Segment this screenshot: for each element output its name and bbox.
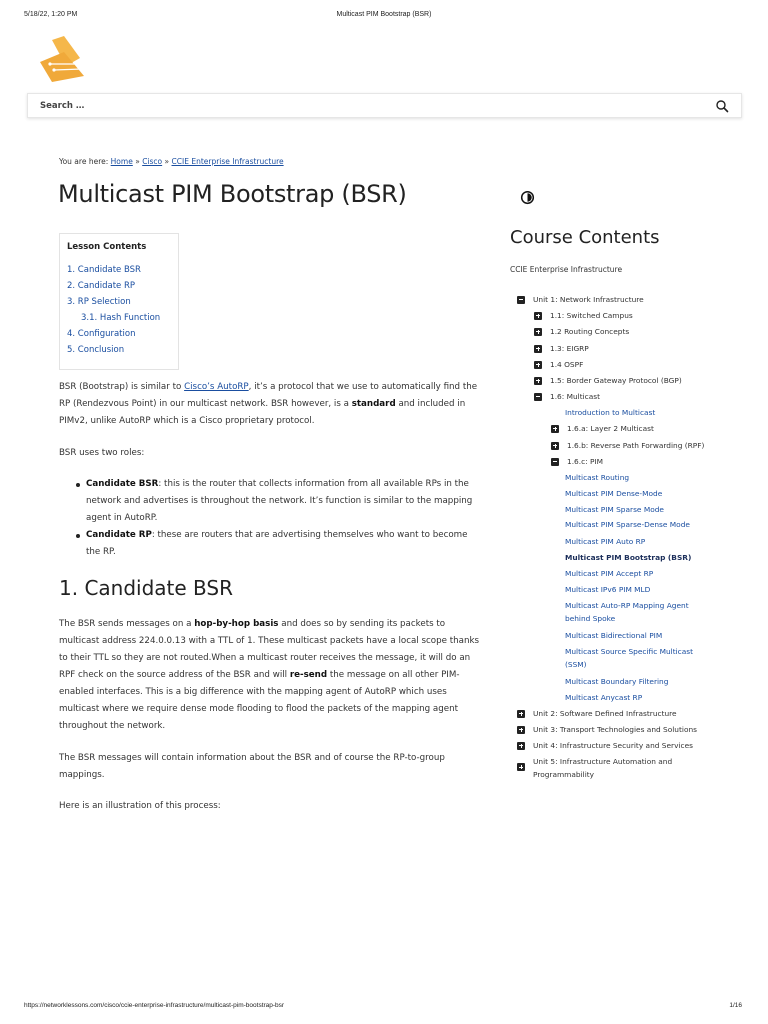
breadcrumb-separator: » — [164, 157, 170, 166]
tree-item-1-6[interactable] — [534, 390, 744, 403]
expand-icon[interactable] — [534, 312, 542, 320]
tree-label: 1.2 Routing Concepts — [550, 327, 630, 336]
tree-label: Unit 5: Infrastructure Automation and Programmability — [533, 757, 673, 779]
print-date: 5/18/22, 1:20 PM — [24, 11, 78, 18]
unit-1[interactable] — [517, 293, 747, 306]
bsr-messages-paragraph: The BSR messages will contain information about the BSR and of course the RP-to-group mappings. — [59, 753, 445, 780]
lesson-link[interactable]: Multicast Bidirectional PIM — [565, 631, 663, 640]
lesson-link[interactable]: Multicast Auto-RP Mapping Agent behind Spoke — [565, 601, 689, 623]
lesson-link[interactable]: Multicast PIM Accept RP — [565, 569, 654, 578]
lesson-link[interactable]: Multicast Anycast RP — [565, 693, 643, 702]
tree-label: 1.6: Multicast — [550, 392, 600, 401]
lesson-link[interactable]: Multicast PIM Dense-Mode — [565, 489, 663, 498]
course-subtitle[interactable]: CCIE Enterprise Infrastructure — [510, 265, 623, 274]
print-page-number: 1/16 — [729, 1002, 742, 1009]
breadcrumb-cisco[interactable]: Cisco — [142, 157, 163, 166]
text: : these are routers that are advertising themselves who want to become the RP. — [86, 530, 468, 557]
tree-label: 1.4 OSPF — [550, 360, 584, 369]
tree-item-1-3[interactable] — [534, 342, 744, 355]
lesson-link-active[interactable]: Multicast PIM Bootstrap (BSR) — [565, 553, 692, 562]
unit-4[interactable] — [517, 739, 747, 752]
list-item — [59, 527, 484, 561]
tree-label: 1.3: EIGRP — [550, 344, 589, 353]
illustration-paragraph: Here is an illustration of this process: — [59, 801, 221, 811]
breadcrumb — [59, 157, 284, 166]
text: and included in PIMv2, unlike AutoRP which is a Cisco proprietary protocol. — [59, 399, 466, 426]
tree-label: Unit 2: Software Defined Infrastructure — [533, 709, 677, 718]
bold-text: re-send — [289, 670, 328, 680]
expand-icon[interactable] — [534, 361, 542, 369]
expand-icon[interactable] — [517, 726, 525, 734]
unit-2[interactable] — [517, 707, 747, 720]
tree-label: Unit 4: Infrastructure Security and Services — [533, 741, 693, 750]
collapse-icon[interactable] — [517, 296, 525, 304]
expand-icon[interactable] — [534, 377, 542, 385]
lesson-link[interactable]: Multicast PIM Sparse Mode — [565, 505, 664, 514]
expand-icon[interactable] — [551, 442, 559, 450]
tree-label: 1.6.b: Reverse Path Forwarding (RPF) — [567, 441, 705, 450]
collapse-icon[interactable] — [551, 458, 559, 466]
collapse-icon[interactable] — [534, 393, 542, 401]
toc-item[interactable]: 3.1. Hash Function — [81, 313, 161, 323]
intro-paragraph — [59, 379, 484, 430]
lesson-link[interactable]: Multicast PIM Auto RP — [565, 537, 646, 546]
toc-item[interactable]: 4. Configuration — [67, 329, 136, 339]
toc-title: Lesson Contents — [67, 242, 147, 252]
toc-item[interactable]: 1. Candidate BSR — [67, 265, 141, 275]
list-item — [59, 476, 484, 527]
autorp-link[interactable]: Cisco’s AutoRP — [184, 382, 249, 392]
contrast-toggle-icon[interactable] — [520, 190, 535, 205]
bold-text: Candidate BSR — [86, 479, 159, 489]
lesson-link[interactable]: Multicast Source Specific Multicast (SSM) — [565, 647, 694, 669]
text: The BSR sends messages on a — [59, 619, 195, 629]
tree-item-1-2[interactable] — [534, 325, 744, 338]
tree-label: 1.6.a: Layer 2 Multicast — [567, 424, 654, 433]
expand-icon[interactable] — [517, 710, 525, 718]
breadcrumb-home[interactable]: Home — [110, 157, 133, 166]
text: the message on all other PIM-enabled interfaces. This is a big difference with the mapping agent of AutoRP which uses multicast where we require dense mode flooding to flood the packets of the mapping agent throughout the network. — [59, 670, 460, 731]
text: BSR (Bootstrap) is similar to — [59, 382, 185, 392]
toc-item[interactable]: 3. RP Selection — [67, 297, 131, 307]
toc-item[interactable]: 5. Conclusion — [67, 345, 125, 355]
text: : this is the router that collects information from all available RPs in the network and advertises is throughout the network. It’s function is similar to the mapping agent in AutoRP. — [86, 479, 473, 523]
expand-icon[interactable] — [551, 425, 559, 433]
tree-item-1-1[interactable] — [534, 309, 744, 322]
search-bar — [27, 93, 742, 118]
bold-text: Candidate RP — [86, 530, 152, 540]
lesson-contents — [59, 233, 179, 370]
course-contents-title: Course Contents — [510, 227, 660, 248]
print-title: Multicast PIM Bootstrap (BSR) — [336, 11, 432, 18]
expand-icon[interactable] — [517, 763, 525, 771]
bold-text: hop-by-hop basis — [194, 619, 279, 629]
tree-label: Unit 3: Transport Technologies and Solutions — [533, 725, 697, 734]
tree-label: Unit 1: Network Infrastructure — [533, 295, 644, 304]
site-logo[interactable] — [38, 34, 88, 84]
lesson-link[interactable]: Multicast PIM Sparse-Dense Mode — [565, 520, 690, 529]
tree-item-1-6-b[interactable] — [551, 439, 751, 452]
lesson-link[interactable]: Introduction to Multicast — [565, 408, 656, 417]
tree-item-1-6-a[interactable] — [551, 422, 751, 435]
unit-3[interactable] — [517, 723, 747, 736]
page-title: Multicast PIM Bootstrap (BSR) — [58, 180, 407, 208]
breadcrumb-ccie[interactable]: CCIE Enterprise Infrastructure — [171, 157, 284, 166]
tree-item-1-6-c[interactable] — [551, 455, 751, 468]
search-icon[interactable] — [715, 99, 729, 113]
bold-text: standard — [351, 399, 396, 409]
expand-icon[interactable] — [534, 328, 542, 336]
text: , it’s a protocol that we use to automatically find the RP (Rendezvous Point) in our multicast network. BSR however, is a — [59, 382, 478, 409]
lesson-link[interactable]: Multicast Routing — [565, 473, 630, 482]
expand-icon[interactable] — [517, 742, 525, 750]
roles-paragraph: BSR uses two roles: — [59, 448, 145, 458]
bsr-paragraph — [59, 616, 484, 735]
breadcrumb-separator: » — [135, 157, 140, 166]
unit-5[interactable] — [517, 755, 697, 781]
tree-item-1-5[interactable] — [534, 374, 744, 387]
breadcrumb-prefix: You are here: — [59, 157, 109, 166]
search-input[interactable] — [40, 94, 680, 117]
tree-item-1-4[interactable] — [534, 358, 744, 371]
toc-item[interactable]: 2. Candidate RP — [67, 281, 135, 291]
expand-icon[interactable] — [534, 345, 542, 353]
print-header — [0, 11, 768, 23]
section-heading: 1. Candidate BSR — [59, 576, 234, 600]
print-url: https://networklessons.com/cisco/ccie-enterprise-infrastructure/multicast-pim-bootstrap-bsr — [24, 1002, 285, 1009]
tree-label: 1.6.c: PIM — [567, 457, 604, 466]
tree-label: 1.1: Switched Campus — [550, 311, 633, 320]
text: and does so by sending its packets to multicast address 224.0.0.13 with a TTL of 1. These multicast packets have a local scope thanks to their TTL so they are not routed.When a multicast router receives the message, it will do an RPF check on the source address of the BSR and will — [59, 619, 480, 680]
lesson-link[interactable]: Multicast IPv6 PIM MLD — [565, 585, 651, 594]
tree-label: 1.5: Border Gateway Protocol (BGP) — [550, 376, 682, 385]
lesson-link[interactable]: Multicast Boundary Filtering — [565, 677, 669, 686]
roles-list — [59, 476, 484, 561]
